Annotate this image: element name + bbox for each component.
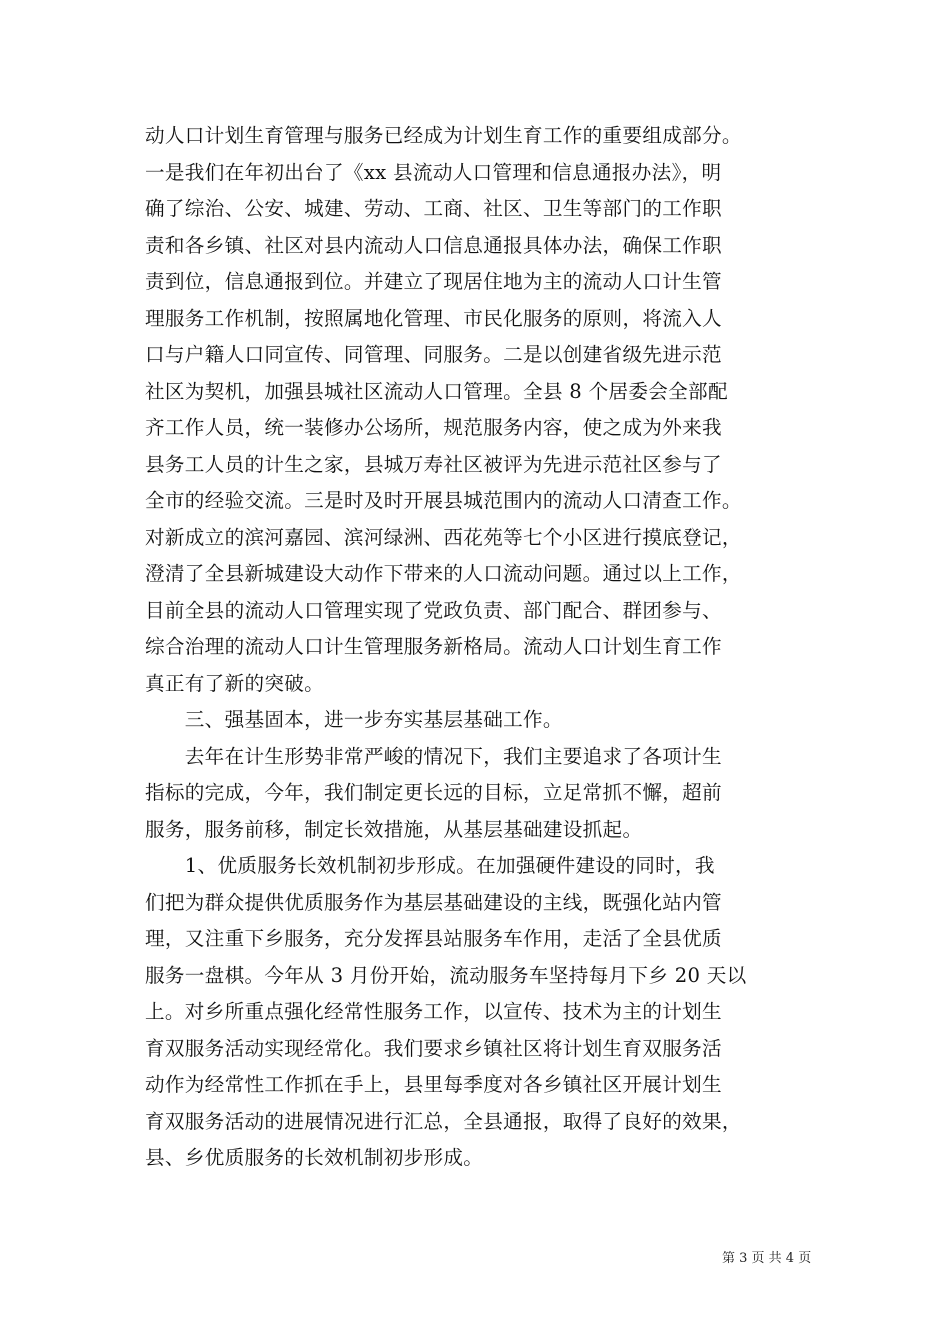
text-line: 理，又注重下乡服务，充分发挥县站服务车作用，走活了全县优质 [145,927,722,950]
text-line: 理服务工作机制，按照属地化管理、市民化服务的原则，将流入人 [145,306,722,330]
text-line: 去年在计生形势非常严峻的情况下，我们主要追求了各项计生 [145,744,722,768]
text-line: 育双服务活动实现经常化。我们要求乡镇社区将计划生育双服务活 [145,1036,722,1060]
section-heading: 三、强基固本，进一步夯实基层基础工作。 [145,708,563,731]
text-line: 综合治理的流动人口计生管理服务新格局。流动人口计划生育工作 [145,635,722,658]
text-line: 社区为契机，加强县城社区流动人口管理。全县 8 个居委会全部配 [145,379,728,403]
text-line: 责和各乡镇、社区对县内流动人口信息通报具体办法，确保工作职 [145,233,722,257]
text-line: 口与户籍人口同宣传、同管理、同服务。二是以创建省级先进示范 [145,343,722,366]
text-line: 县务工人员的计生之家，县城万寿社区被评为先进示范社区参与了 [145,452,722,476]
text-line: 一是我们在年初出台了《xx 县流动人口管理和信息通报办法》，明 [145,160,722,184]
text-line: 目前全县的流动人口管理实现了党政负责、部门配合、群团参与、 [145,598,722,622]
text-line: 真正有了新的突破。 [145,671,325,695]
text-line: 服务，服务前移，制定长效措施，从基层基础建设抓起。 [145,817,643,841]
text-line: 对新成立的滨河嘉园、滨河绿洲、西花苑等七个小区进行摸底登记， [145,525,742,549]
text-line: 澄清了全县新城建设大动作下带来的人口流动问题。通过以上工作， [145,562,742,585]
text-line: 育双服务活动的进展情况进行汇总，全县通报，取得了良好的效果， [145,1109,742,1133]
text-line: 动作为经常性工作抓在手上，县里每季度对各乡镇社区开展计划生 [145,1073,722,1096]
text-line: 动人口计划生育管理与服务已经成为计划生育工作的重要组成部分。 [145,124,742,147]
text-line: 齐工作人员，统一装修办公场所，规范服务内容，使之成为外来我 [145,416,722,439]
text-line: 指标的完成，今年，我们制定更长远的目标，立足常抓不懈，超前 [145,781,722,804]
text-line: 县、乡优质服务的长效机制初步形成。 [145,1146,484,1169]
text-line: 1、优质服务长效机制初步形成。在加强硬件建设的同时，我 [145,854,715,877]
text-line: 全市的经验交流。三是时及时开展县城范围内的流动人口清查工作。 [145,489,742,512]
text-line: 们把为群众提供优质服务作为基层基础建设的主线，既强化站内管 [145,890,722,914]
document-body [145,118,825,1177]
text-line: 服务一盘棋。今年从 3 月份开始，流动服务车坚持每月下乡 20 天以 [145,963,747,987]
text-line: 责到位，信息通报到位。并建立了现居住地为主的流动人口计生管 [145,270,722,293]
text-line: 确了综治、公安、城建、劳动、工商、社区、卫生等部门的工作职 [145,197,722,220]
text-line: 上。对乡所重点强化经常性服务工作，以宣传、技术为主的计划生 [145,1000,722,1023]
page-number: 第 3 页 共 4 页 [722,1251,812,1266]
